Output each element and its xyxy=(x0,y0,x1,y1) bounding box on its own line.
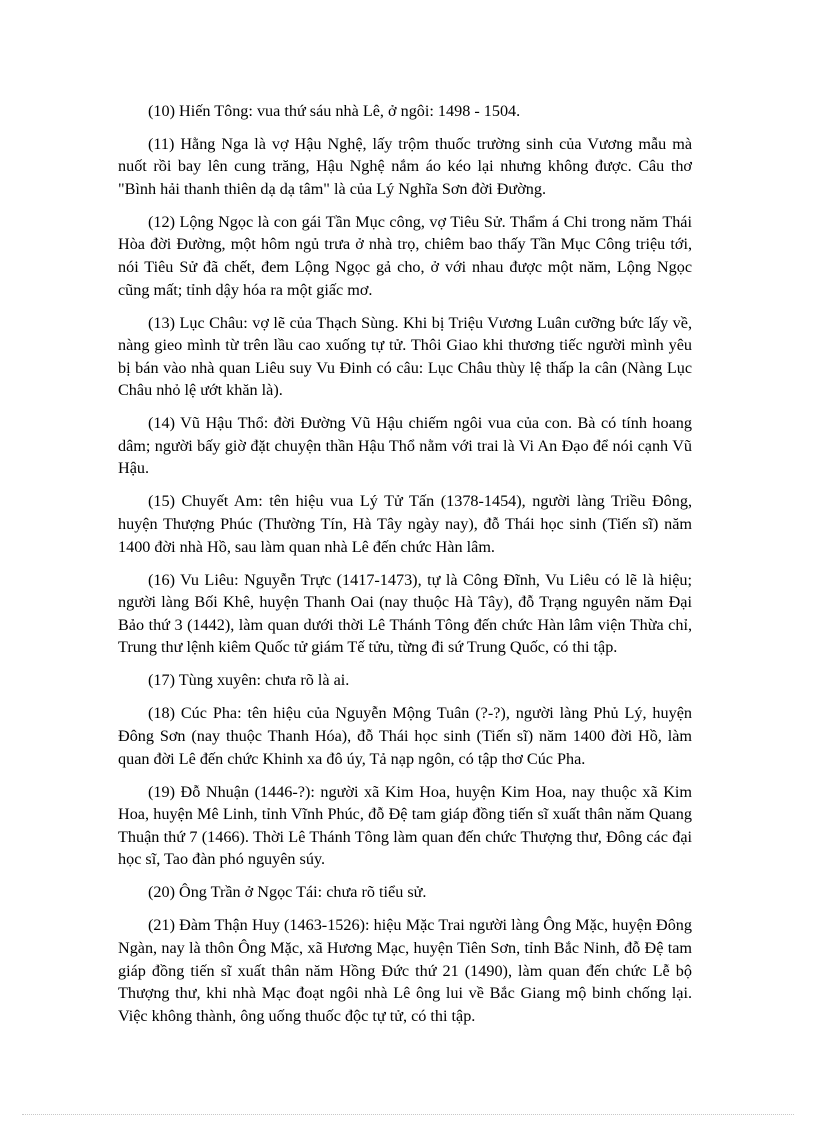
footnote-15: (15) Chuyết Am: tên hiệu vua Lý Tử Tấn (1378-1454), người làng Triều Đông, huyện Thượng Phúc (Thường Tín, Hà Tây ngày nay), đỗ Thái học sinh (Tiến sĩ) năm 1400 đời nhà Hồ, sau làm quan nhà Lê đến chức Hàn lâm. xyxy=(118,492,692,556)
page-bottom-divider xyxy=(22,1114,794,1115)
footnotes-body xyxy=(118,100,692,1038)
footnote-16: (16) Vu Liêu: Nguyễn Trực (1417-1473), tự là Công Đĩnh, Vu Liêu có lẽ là hiệu; người làng Bối Khê, huyện Thanh Oai (nay thuộc Hà Tây), đỗ Trạng nguyên năm Đại Bảo thứ 3 (1442), làm quan dưới thời Lê Thánh Tông đến chức Hàn lâm viện Thừa chỉ, Trung thư lệnh kiêm Quốc tử giám Tế tửu, từng đi sứ Trung Quốc, có thi tập. xyxy=(118,570,692,657)
footnote-11: (11) Hằng Nga là vợ Hậu Nghệ, lấy trộm thuốc trường sinh của Vương mẫu mà nuốt rồi bay lên cung trăng, Hậu Nghệ nắm áo kéo lại nhưng không được. Câu thơ "Bình hải thanh thiên dạ dạ tâm" là của Lý Nghĩa Sơn đời Đường. xyxy=(118,134,692,198)
footnote-21: (21) Đàm Thận Huy (1463-1526): hiệu Mặc Trai người làng Ông Mặc, huyện Đông Ngàn, nay là thôn Ông Mặc, xã Hương Mạc, huyện Tiên Sơn, tỉnh Bắc Ninh, đỗ Đệ tam giáp đồng tiến sĩ xuất thân năm Hồng Đức thứ 21 (1490), làm quan đến chức Lễ bộ Thượng thư, khi nhà Mạc đoạt ngôi nhà Lê ông lui về Bắc Giang mộ binh chống lại. Việc không thành, ông uống thuốc độc tự tử, có thi tập. xyxy=(118,916,692,1025)
footnote-13: (13) Lục Châu: vợ lẽ của Thạch Sùng. Khi bị Triệu Vương Luân cưỡng bức lấy về, nàng gieo mình từ trên lầu cao xuống tự tử. Thôi Giao khi thương tiếc người mình yêu bị bán vào nhà quan Liêu suy Vu Đinh có câu: Lục Châu thùy lệ thấp la cân (Nàng Lục Châu nhỏ lệ ướt khăn là). xyxy=(118,313,692,400)
footnote-17: (17) Tùng xuyên: chưa rõ là ai. xyxy=(148,671,350,690)
footnote-14: (14) Vũ Hậu Thổ: đời Đường Vũ Hậu chiếm ngôi vua của con. Bà có tính hoang dâm; người bấy giờ đặt chuyện thần Hậu Thổ nằm với trai là Vi An Đạo để nói cạnh Vũ Hậu. xyxy=(118,414,692,478)
footnote-19: (19) Đỗ Nhuận (1446-?): người xã Kim Hoa, huyện Kim Hoa, nay thuộc xã Kim Hoa, huyện Mê Linh, tỉnh Vĩnh Phúc, đỗ Đệ tam giáp đồng tiến sĩ xuất thân năm Quang Thuận thứ 7 (1466). Thời Lê Thánh Tông làm quan đến chức Thượng thư, Đông các đại học sĩ, Tao đàn phó nguyên súy. xyxy=(118,782,692,869)
footnote-12: (12) Lộng Ngọc là con gái Tần Mục công, vợ Tiêu Sử. Thẩm á Chi trong năm Thái Hòa đời Đường, một hôm ngủ trưa ở nhà trọ, chiêm bao thấy Tần Mục Công triệu tới, nói Tiêu Sử đã chết, đem Lộng Ngọc gả cho, ở với nhau được một năm, Lộng Ngọc cũng mất; tỉnh dậy hóa ra một giấc mơ. xyxy=(118,212,692,299)
footnote-18: (18) Cúc Pha: tên hiệu của Nguyễn Mộng Tuân (?-?), người làng Phủ Lý, huyện Đông Sơn (nay thuộc Thanh Hóa), đỗ Thái học sinh (Tiến sĩ) năm 1400 đời Hồ, làm quan đời Lê đến chức Khinh xa đô úy, Tả nạp ngôn, có tập thơ Cúc Pha. xyxy=(118,704,692,768)
footnote-20: (20) Ông Trần ở Ngọc Tái: chưa rõ tiểu sử. xyxy=(148,883,427,902)
footnote-10: (10) Hiến Tông: vua thứ sáu nhà Lê, ở ngôi: 1498 - 1504. xyxy=(148,102,521,120)
